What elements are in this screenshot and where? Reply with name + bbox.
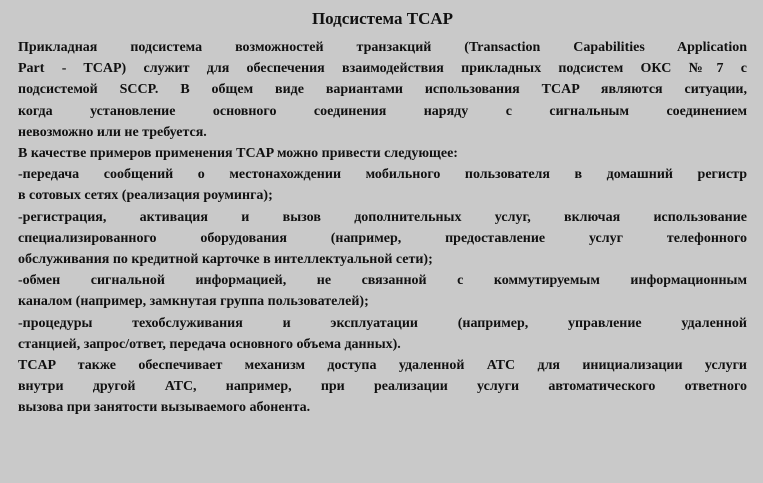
list-item-example-1 [18,164,747,206]
paragraph-examples-intro [18,143,747,164]
list-item-example-3 [18,270,747,312]
text-line: каналом (например, замкнутая группа пользователей); [18,294,369,310]
list-item-example-4 [18,313,747,355]
text-line: когда установление основного соединения наряду с сигнальным соединением [18,103,747,119]
text-line: В качестве примеров применения TCAP можно привести следующее: [18,146,458,162]
text-line: подсистемой SCCP. В общем виде вариантами использования TCAP являются ситуации, [18,82,747,98]
text-line: обслуживания по кредитной карточке в интеллектуальной сети); [18,252,433,268]
paragraph-intro [18,37,747,143]
text-line: вызова при занятости вызываемого абонента. [18,400,311,416]
text-line: станцией, запрос/ответ, передача основного объема данных). [18,336,401,352]
text-line: внутри другой АТС, например, при реализации услуги автоматического ответного [18,379,747,395]
text-line: -процедуры техобслуживания и эксплуатации (например, управление удаленной [18,315,747,331]
text-line: невозможно или не требуется. [18,124,207,140]
text-line: в сотовых сетях (реализация роуминга); [18,188,273,204]
text-line: Прикладная подсистема возможностей транзакций (Transaction Capabilities Application [18,40,747,55]
document-title: Подсистема TCAP [311,9,454,28]
text-line: специализированного оборудования (например, предоставление услуг телефонного [18,230,747,246]
paragraph-conclusion [18,355,747,419]
text-line: TCAP также обеспечивает механизм доступа удаленной АТС для инициализации услуги [18,358,747,374]
text-line: Part - TCAP) служит для обеспечения взаимодействия прикладных подсистем ОКС №7 с [18,61,747,77]
text-line: -передача сообщений о местонахождении мобильного пользователя в домашний регистр [18,167,747,183]
text-line: -обмен сигнальной информацией, не связанной с коммутируемым информационным [18,273,747,289]
list-item-example-2 [18,207,747,271]
text-line: -регистрация, активация и вызов дополнительных услуг, включая использование [18,209,747,225]
